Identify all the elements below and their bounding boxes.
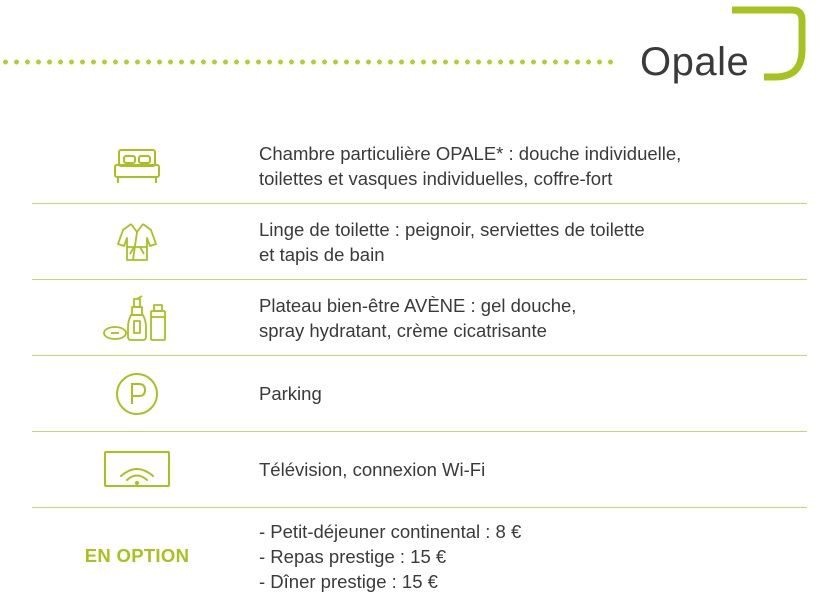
option-line: - Petit-déjeuner continental : 8 €	[259, 520, 522, 542]
option-text	[259, 519, 521, 594]
option-row	[32, 508, 807, 604]
amenity-text	[259, 293, 576, 343]
option-label: EN OPTION	[84, 545, 190, 566]
amenity-line: Parking	[259, 383, 322, 404]
parking-icon	[114, 371, 160, 417]
dotted-divider	[0, 58, 615, 66]
amenity-text	[259, 457, 485, 482]
amenity-line: Chambre particulière OPALE* : douche individuelle,	[259, 142, 682, 164]
icon-cell	[32, 449, 242, 491]
icon-cell	[32, 371, 242, 417]
amenity-line: spray hydratant, crème cicatrisante	[259, 319, 547, 341]
tv-wifi-icon	[102, 449, 172, 491]
amenity-row	[32, 356, 807, 432]
amenity-line: Plateau bien-être AVÈNE : gel douche,	[259, 294, 577, 316]
option-label-cell	[32, 545, 242, 567]
amenity-row	[32, 204, 807, 280]
amenity-line: Télévision, connexion Wi-Fi	[259, 459, 486, 480]
option-line: - Dîner prestige : 15 €	[259, 570, 438, 592]
bed-icon	[111, 146, 163, 186]
option-line: - Repas prestige : 15 €	[259, 545, 447, 567]
amenity-line: Linge de toilette : peignoir, serviettes de toilette	[259, 218, 645, 240]
amenity-text	[259, 381, 322, 406]
logo-wordmark: Opale	[640, 40, 750, 84]
opale-logo	[636, 2, 806, 92]
bathrobe-icon	[115, 220, 159, 264]
amenity-line: et tapis de bain	[259, 243, 385, 265]
amenity-line: toilettes et vasques individuelles, coffre-fort	[259, 167, 613, 189]
amenity-row	[32, 432, 807, 508]
amenity-text	[259, 141, 681, 191]
amenity-text	[259, 217, 645, 267]
icon-cell	[32, 146, 242, 186]
toiletries-icon	[101, 293, 173, 343]
header	[0, 0, 835, 100]
amenities-list	[32, 128, 807, 604]
amenity-row	[32, 128, 807, 204]
icon-cell	[32, 293, 242, 343]
icon-cell	[32, 220, 242, 264]
amenity-row	[32, 280, 807, 356]
